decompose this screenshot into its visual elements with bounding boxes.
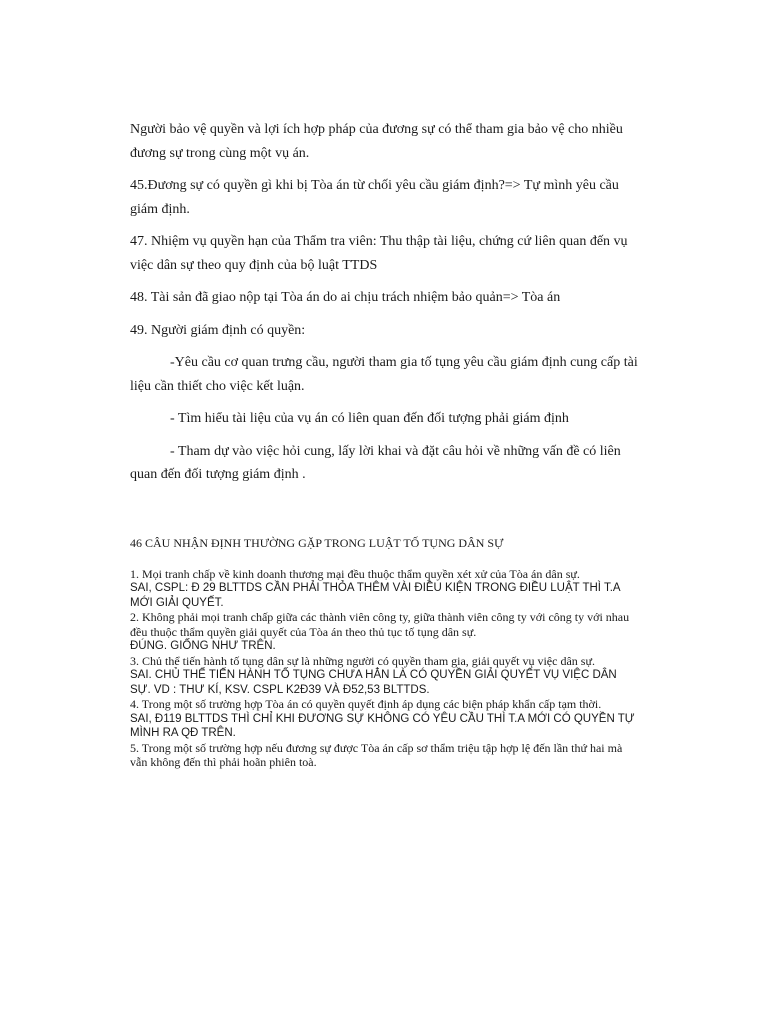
section-title: 46 CÂU NHẬN ĐỊNH THƯỜNG GẶP TRONG LUẬT TỐ TỤNG DÂN SỰ [130,536,504,550]
paragraph: - Tham dự vào việc hỏi cung, lấy lời khai và đặt câu hỏi về những vấn đề có liên quan đến đối tượng giám định . [130,443,621,482]
statement-answer: SAI, CSPL: Đ 29 BLTTDS CẦN PHẢI THỎA THÊM VÀI ĐIỀU KIỆN TRONG ĐIỀU LUẬT THÌ T.A MỚI GIẢI QUYẾT. [130,582,620,609]
statement-question: 3. Chủ thể tiến hành tố tụng dân sự là những người có quyền tham gia, giải quyết vụ việc dân sự. [130,653,595,668]
paragraph: Người bảo vệ quyền và lợi ích hợp pháp của đương sự có thể tham gia bảo vệ cho nhiều đương sự trong cùng một vụ án. [130,122,623,161]
statement-question: 1. Mọi tranh chấp về kinh doanh thương mại đều thuộc thẩm quyền xét xử của Tòa án dân sự. [130,566,580,581]
statement-question: 2. Không phải mọi tranh chấp giữa các thành viên công ty, giữa thành viên công ty với công ty với nhau đều thuộc thẩm quyền giải quyết của Tòa án theo thủ tục tố tụng dân sự. [130,610,630,639]
paragraph: 45.Đương sự có quyền gì khi bị Tòa án từ chối yêu cầu giám định?=> Tự mình yêu cầu giám định. [130,178,619,217]
qa-section [130,118,640,496]
paragraph: -Yêu cầu cơ quan trưng cầu, người tham gia tố tụng yêu cầu giám định cung cấp tài liệu cần thiết cho việc kết luận. [130,355,638,394]
paragraph: - Tìm hiểu tài liệu của vụ án có liên quan đến đối tượng phải giám định [170,411,569,426]
paragraph: 47. Nhiệm vụ quyền hạn của Thẩm tra viên: Thu thập tài liệu, chứng cứ liên quan đến vụ việc dân sự theo quy định của bộ luật TTDS [130,234,628,273]
statement-question: 5. Trong một số trường hợp nếu đương sự được Tòa án cấp sơ thẩm triệu tập hợp lệ đến lần thứ hai mà vẫn không đến thì phải hoãn phiên toà. [130,740,623,769]
paragraph: 49. Người giám định có quyền: [130,322,306,338]
statement-list [130,567,640,770]
statement-answer: ĐÚNG. GIỐNG NHƯ TRÊN. [130,640,276,652]
statement-answer: SAI, Đ119 BLTTDS THÌ CHỈ KHI ĐƯƠNG SỰ KHÔNG CÓ YÊU CẦU THÌ T.A MỚI CÓ QUYỀN TỰ MÌNH RA QĐ TRÊN. [130,712,635,739]
statements-section [130,536,640,770]
statement-question: 4. Trong một số trường hợp Tòa án có quyền quyết định áp dụng các biện pháp khẩn cấp tạm thời. [130,697,602,711]
paragraph: 48. Tài sản đã giao nộp tại Tòa án do ai chịu trách nhiệm bảo quản=> Tòa án [130,290,561,305]
statement-answer: SAI. CHỦ THỂ TIẾN HÀNH TỐ TỤNG CHƯA HẲN LÀ CÓ QUYỀN GIẢI QUYẾT VỤ VIỆC DÂN SỰ. VD : THƯ KÍ, KSV. CSPL K2Đ39 VÀ Đ52,53 BLTTDS. [130,669,617,696]
